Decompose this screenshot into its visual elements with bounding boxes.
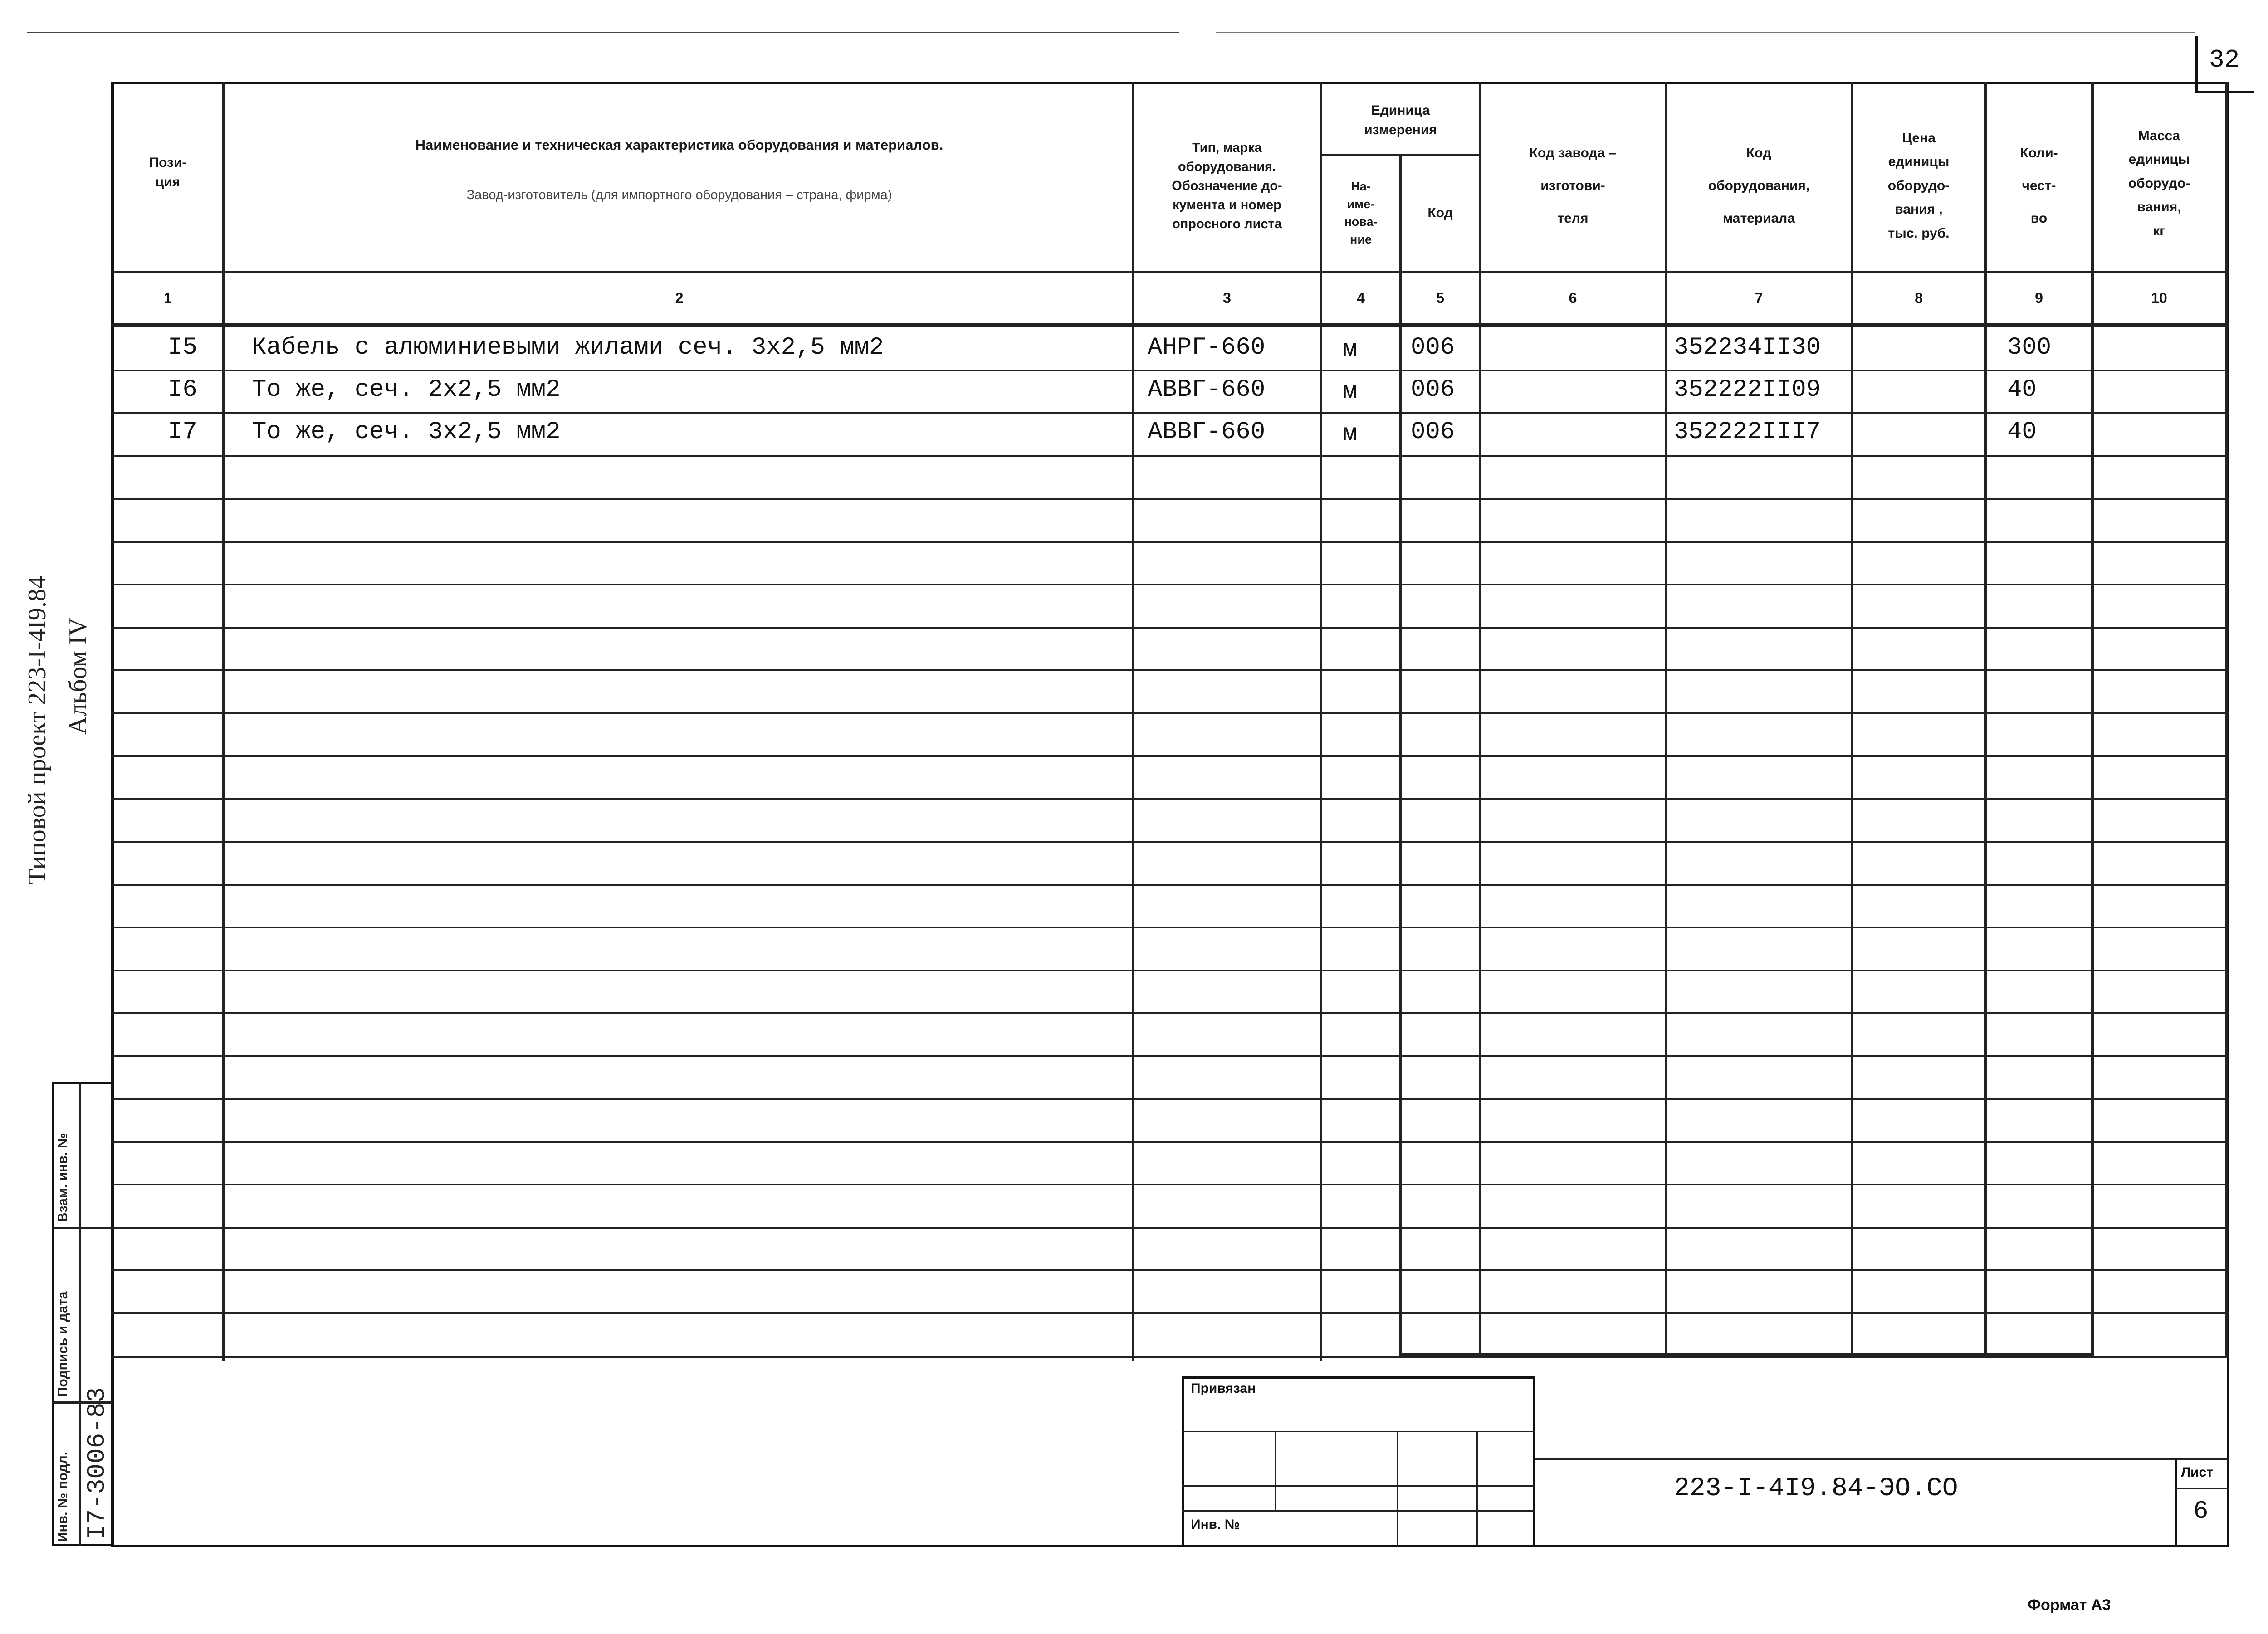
row-2-unit: м [1343, 378, 1358, 406]
colnum-5: 5 [1436, 290, 1444, 306]
row-rule [111, 627, 2229, 629]
colnum-2: 2 [675, 290, 684, 306]
row-2-name: То же, сеч. 2х2,5 мм2 [252, 376, 561, 404]
header-type: Тип, марка оборудования. Обозначение до- кумента и номер опросного листа [1172, 140, 1282, 232]
row-rule [111, 455, 2229, 457]
row-rule [111, 712, 2229, 714]
row-rule [111, 1055, 2229, 1057]
row-rule [111, 498, 2229, 500]
header-name-line1: Наименование и техническая характеристика оборудования и материалов. [415, 137, 943, 153]
row-3-item-code: 352222III7 [1674, 418, 1821, 446]
col-line-1 [222, 82, 225, 1361]
side-stamp-sep-1 [52, 1227, 111, 1229]
row-rule [111, 669, 2229, 671]
col-line-2 [1132, 82, 1134, 1361]
colnum-9: 9 [2035, 290, 2043, 306]
row-rule [111, 541, 2229, 543]
row-1-unit-code: 006 [1411, 334, 1455, 361]
header-mass: Масса единицы оборудо- вания, кг [2128, 128, 2190, 239]
colnum-6: 6 [1569, 290, 1577, 306]
header-quantity: Коли- чест- во [2020, 146, 2058, 226]
bound-line-2 [1182, 1485, 1535, 1487]
top-rule [27, 32, 1179, 33]
top-rule-right [1216, 32, 2195, 33]
row-rule [111, 1098, 2229, 1100]
row-rule [111, 1012, 2229, 1014]
stamp-label-replacement-inv: Взам. инв. № [55, 1133, 70, 1222]
row-rule [111, 884, 2229, 886]
spec-table [111, 82, 2229, 1361]
row-rule [111, 1269, 2229, 1271]
row-rule [111, 1227, 2229, 1229]
row-1-name: Кабель с алюминиевыми жилами сеч. 3х2,5 мм2 [252, 334, 884, 361]
colnum-1: 1 [164, 290, 172, 306]
row-2-quantity: 40 [2007, 376, 2037, 404]
col-line-3 [1320, 82, 1322, 1361]
header-name-line2: Завод-изготовитель (для импортного оборудования – страна, фирма) [466, 187, 892, 202]
row-1-item-code: 352234II30 [1674, 334, 1821, 361]
stamp-label-signature-date: Подпись и дата [55, 1291, 70, 1397]
header-unit-name: На- име- нова- ние [1344, 179, 1378, 247]
project-title-vertical: Типовой проект 223-I-4I9.84 [23, 576, 51, 884]
header-unit-group: Единица измерения [1364, 102, 1437, 137]
header-bottom-line [111, 271, 2229, 273]
colnum-8: 8 [1915, 290, 1923, 306]
bound-line-3 [1182, 1510, 1535, 1512]
header-price: Цена единицы оборудо- вания , тыс. руб. [1887, 130, 1950, 241]
header-position: Пози- ция [149, 155, 187, 190]
row-3-unit-code: 006 [1411, 418, 1455, 446]
sheet-label: Лист [2181, 1465, 2213, 1480]
row-rule [111, 798, 2229, 800]
bound-vline-3 [1476, 1431, 1478, 1546]
bound-label: Привязан [1191, 1381, 1256, 1396]
row-rule [111, 1312, 2229, 1314]
sheet-box-line [2175, 1488, 2229, 1489]
row-rule [111, 755, 2229, 757]
bound-vline-1 [1275, 1431, 1276, 1510]
header-unit-code: Код [1427, 205, 1453, 221]
row-2-position: I6 [168, 376, 197, 404]
row-2-type: АВВГ-660 [1148, 376, 1266, 404]
row-3-name: То же, сеч. 3х2,5 мм2 [252, 418, 561, 446]
inv-label: Инв. № [1191, 1517, 1240, 1532]
row-1-unit: м [1343, 336, 1358, 364]
header-plant-code: Код завода – изготови- теля [1529, 146, 1617, 226]
row-2-item-code: 352222II09 [1674, 376, 1821, 404]
row-1-position: I5 [168, 334, 197, 361]
stamp-label-inv-original: Инв. № подл. [55, 1451, 70, 1542]
row-3-unit: м [1343, 420, 1358, 448]
bound-vline-2 [1397, 1431, 1398, 1546]
row-3-quantity: 40 [2007, 418, 2037, 446]
header-item-code: Код оборудования, материала [1708, 146, 1810, 226]
title-block-top [111, 1356, 2229, 1358]
bound-line-1 [1182, 1431, 1535, 1432]
colnum-10: 10 [2151, 290, 2167, 306]
row-rule [111, 841, 2229, 843]
album-vertical: Альбом IV [64, 618, 92, 735]
row-rule [111, 970, 2229, 971]
sheet-number: 32 [2209, 45, 2240, 74]
unit-split-line [1320, 154, 1479, 156]
code-block-top [1535, 1458, 2229, 1460]
row-3-type: АВВГ-660 [1148, 418, 1266, 446]
sheet-value: 6 [2193, 1497, 2209, 1526]
row-rule [111, 584, 2229, 585]
row-rule [111, 1141, 2229, 1143]
row-1-quantity: 300 [2007, 334, 2052, 361]
side-stamp-divider [79, 1082, 81, 1546]
document-code: 223-I-4I9.84-ЭО.СО [1674, 1474, 1958, 1503]
colnum-bottom-line [111, 323, 2229, 327]
row-rule [111, 927, 2229, 928]
format-label: Формат А3 [2028, 1596, 2111, 1614]
inv-number-handwritten: I7-3006-83 [83, 1387, 112, 1540]
colnum-4: 4 [1357, 290, 1365, 306]
row-2-unit-code: 006 [1411, 376, 1455, 404]
row-3-position: I7 [168, 418, 197, 446]
colnum-7: 7 [1755, 290, 1763, 306]
row-rule [111, 1184, 2229, 1185]
row-1-type: АНРГ-660 [1148, 334, 1266, 361]
colnum-3: 3 [1223, 290, 1231, 306]
